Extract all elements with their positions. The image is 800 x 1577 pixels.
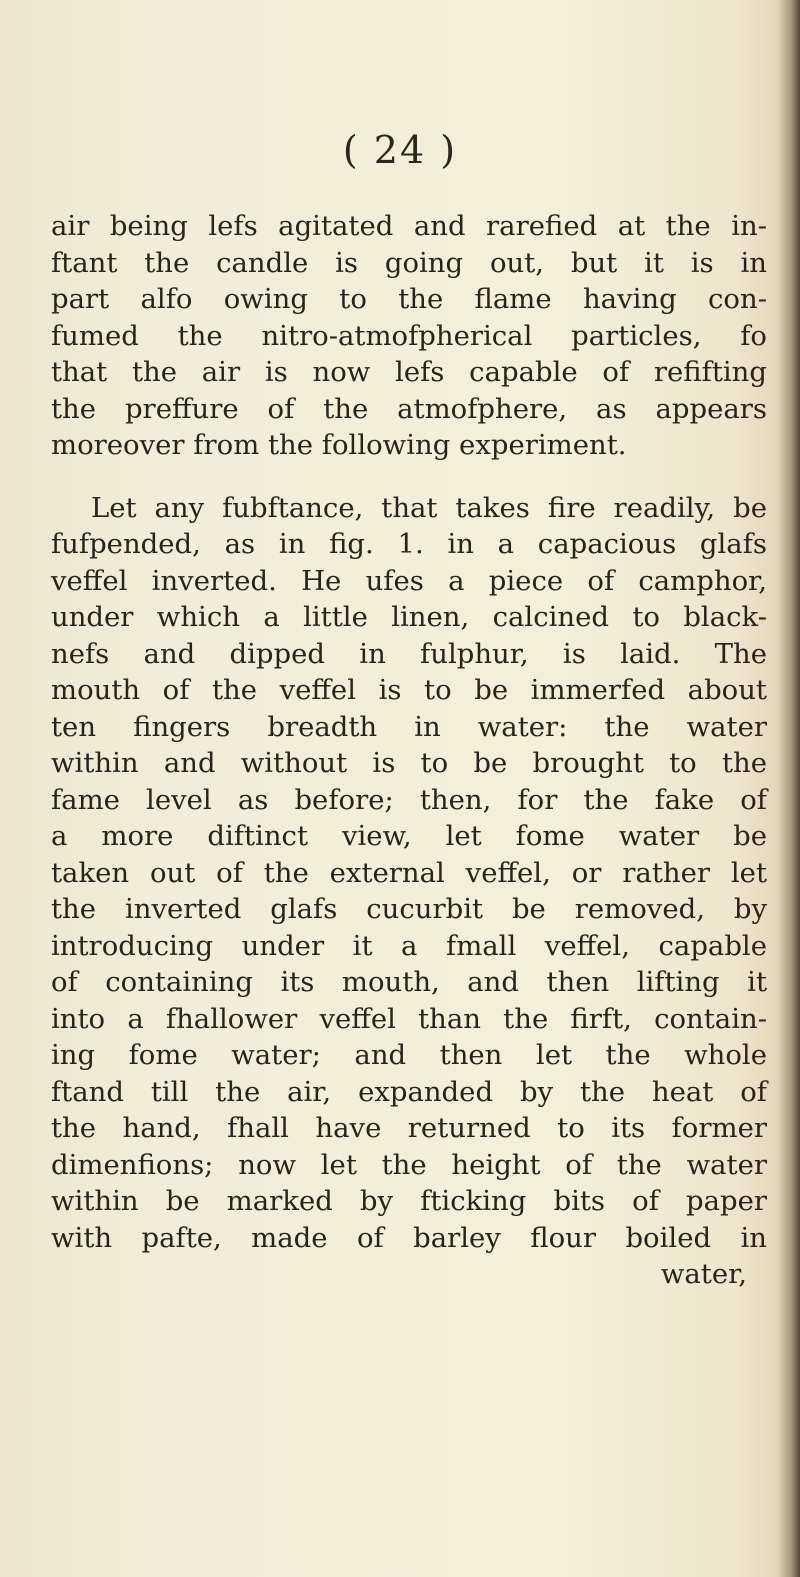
text-line: part alfo owing to the flame having con- <box>51 283 767 315</box>
text-line: fame level as before; then, for the fake of <box>51 783 767 816</box>
text-line: under which a little linen, calcined to black- <box>51 601 767 633</box>
text-line: mouth of the veffel is to be immerfed about <box>51 674 767 706</box>
text-line: moreover from the following experiment. <box>51 429 627 461</box>
text-line: fufpended, as in fig. 1. in a capacious glafs <box>51 528 767 560</box>
text-line: the hand, fhall have returned to its former <box>51 1112 767 1144</box>
text-line: dimenfions; now let the height of the water <box>51 1148 767 1181</box>
text-line: introducing under it a fmall veffel, capable <box>51 929 767 962</box>
text-line: the inverted glafs cucurbit be removed, by <box>51 893 767 925</box>
catchword: water, <box>660 1258 747 1290</box>
text-line: with pafte, made of barley flour boiled in <box>51 1221 767 1254</box>
text-line: taken out of the external veffel, or rather let <box>51 856 767 889</box>
paragraph-gap <box>51 464 767 490</box>
text-line: nefs and dipped in fulphur, is laid. The <box>51 637 767 670</box>
paragraph-1 <box>51 208 767 464</box>
page-number-header <box>0 128 800 172</box>
running-head-text: ( 24 ) <box>342 128 458 172</box>
text-line: within be marked by fticking bits of paper <box>51 1185 767 1217</box>
text-line: within and without is to be brought to the <box>51 747 767 779</box>
text-line: the preffure of the atmofphere, as appears <box>51 392 767 425</box>
text-line: a more diftinct view, let fome water be <box>51 820 767 852</box>
text-line: fumed the nitro-atmofpherical particles, fo <box>51 319 767 352</box>
page-edge-shadow <box>778 0 800 1577</box>
text-line: ftant the candle is going out, but it is in <box>51 246 767 279</box>
text-line: that the air is now lefs capable of refifting <box>51 356 767 388</box>
text-line: ftand till the air, expanded by the heat of <box>51 1075 767 1108</box>
text-line: into a fhallower veffel than the firft, contain- <box>51 1002 767 1035</box>
text-line: veffel inverted. He ufes a piece of camphor, <box>51 564 767 597</box>
text-line: air being lefs agitated and rarefied at the in- <box>51 210 767 242</box>
text-line: of containing its mouth, and then lifting it <box>51 966 767 998</box>
text-line: Let any fubftance, that takes fire readily, be <box>91 491 767 524</box>
body-text <box>51 208 767 1293</box>
text-line: ing fome water; and then let the whole <box>51 1039 767 1071</box>
paragraph-2 <box>51 490 767 1293</box>
text-line: ten fingers breadth in water: the water <box>51 710 767 743</box>
